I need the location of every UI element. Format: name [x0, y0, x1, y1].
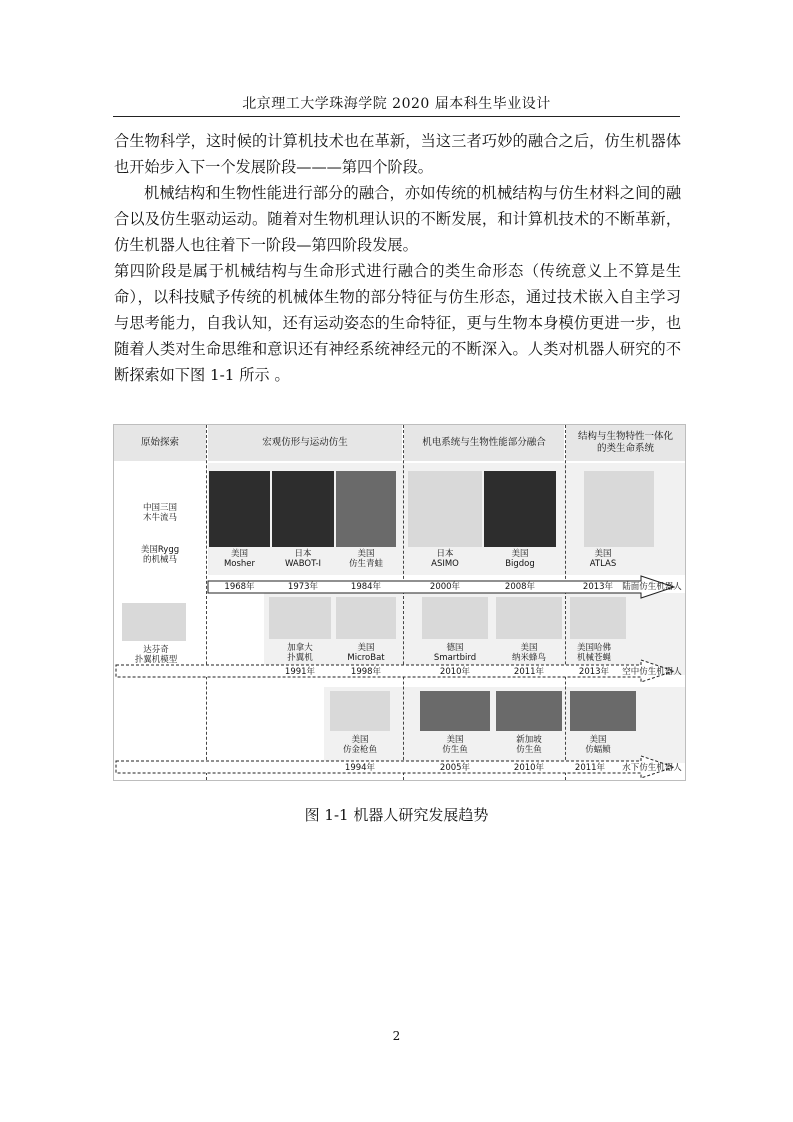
row2-year-1: 1991年	[284, 667, 316, 677]
robo-fly-photo	[570, 597, 626, 639]
row1-year-2: 1973年	[287, 582, 319, 592]
atlas-photo	[584, 471, 654, 547]
stage-divider-3	[565, 425, 566, 780]
singapore-fish-photo	[496, 691, 562, 731]
row1-year-6: 2013年	[582, 582, 614, 592]
canada-ornithopter-photo	[269, 597, 331, 639]
row1-left-caption-1: 中国三国 木牛流马	[142, 503, 177, 523]
row2-year-4: 2011年	[513, 667, 545, 677]
row1-year-5: 2008年	[504, 582, 536, 592]
body-text	[114, 128, 681, 388]
manta-ray-photo	[570, 691, 636, 731]
row3-label: 水下仿生机器人	[622, 763, 682, 773]
paragraph-3: 第四阶段是属于机械结构与生命形式进行融合的类生命形态（传统意义上不算是生命），以科技赋予传统的机械体生物的部分特征与仿生形态，通过技术嵌入自主学习与思考能力，自我认知，还有运动姿态的生命特征，更与生物本身模仿更进一步，也随着人类对生命思维和意识还有神经系统神经元的不断深入。人类对机器人研究的不断探索如下图 1-1 所示 。	[114, 262, 681, 384]
stage-header-1: 原始探索	[114, 425, 206, 461]
row2-year-2: 1998年	[350, 667, 382, 677]
bionic-fish-caption: 美国 仿生鱼	[442, 735, 468, 755]
stage-header-2: 宏观仿形与运动仿生	[208, 425, 402, 461]
robo-fly-caption: 美国哈佛 机械苍蝇	[576, 643, 611, 663]
mosher-photo	[209, 471, 270, 547]
paragraph-2: 机械结构和生物性能进行部分的融合，亦如传统的机械结构与仿生材料之间的融合以及仿生驱动运动。随着对生物机理认识的不断发展，和计算机技术的不断革新，仿生机器人也往着下一阶段—第四阶段发展。	[114, 184, 681, 254]
canada-ornithopter-caption: 加拿大 扑翼机	[287, 643, 313, 663]
bionic-frog-caption: 美国 仿生青蛙	[348, 549, 383, 569]
row2-year-5: 2013年	[578, 667, 610, 677]
manta-ray-caption: 美国 仿蝠鲼	[585, 735, 611, 755]
smartbird-caption: 德国 Smartbird	[433, 643, 477, 663]
bionic-fish-photo	[420, 691, 490, 731]
stage-header-3: 机电系统与生物性能部分融合	[404, 425, 564, 461]
microbat-photo	[336, 597, 396, 639]
page-header: 北京理工大学珠海学院 2020 届本科生毕业设计	[242, 96, 551, 112]
nano-hummingbird-caption: 美国 纳米蜂鸟	[511, 643, 546, 663]
page-number: 2	[392, 1029, 401, 1043]
row3-year-4: 2011年	[574, 763, 606, 773]
paragraph-1: 合生物科学，这时候的计算机技术也在革新，当这三者巧妙的融合之后，仿生机器体也开始步入下一个发展阶段———第四个阶段。	[114, 132, 681, 176]
robotuna-caption: 美国 仿金枪鱼	[342, 735, 377, 755]
smartbird-photo	[422, 597, 488, 639]
wabot-caption: 日本 WABOT-I	[284, 549, 322, 569]
figure-caption: 图 1-1 机器人研究发展趋势	[304, 806, 489, 824]
robotuna-photo	[330, 691, 390, 731]
nano-hummingbird-photo	[496, 597, 562, 639]
row3-year-1: 1994年	[344, 763, 376, 773]
singapore-fish-caption: 新加坡 仿生鱼	[516, 735, 542, 755]
row1-year-1: 1968年	[224, 582, 255, 592]
davinci-caption: 达芬奇 扑翼机模型	[134, 645, 178, 665]
stage-divider-2	[403, 425, 404, 780]
mosher-caption: 美国 Mosher	[223, 549, 256, 569]
atlas-caption: 美国 ATLAS	[589, 549, 617, 569]
asimo-caption: 日本 ASIMO	[431, 549, 459, 569]
stage-divider-1	[206, 425, 207, 780]
row1-year-3: 1984年	[350, 582, 382, 592]
stage-header-4: 结构与生物特性一体化的类生命系统	[566, 425, 685, 461]
bionic-frog-photo	[336, 471, 396, 547]
row3-year-2: 2005年	[439, 763, 471, 773]
bigdog-caption: 美国 Bigdog	[505, 549, 535, 569]
asimo-photo	[408, 471, 482, 547]
wabot-photo	[272, 471, 334, 547]
row2-year-3: 2010年	[439, 667, 471, 677]
row2-label: 空中仿生机器人	[622, 667, 682, 677]
microbat-caption: 美国 MicroBat	[347, 643, 385, 663]
davinci-model-photo	[122, 603, 186, 641]
bigdog-photo	[484, 471, 556, 547]
header-rule	[113, 116, 680, 117]
row1-year-4: 2000年	[429, 582, 461, 592]
row1-label: 陆面仿生机器人	[622, 582, 682, 592]
row1-left-caption-2: 美国Rygg 的机械马	[140, 545, 180, 565]
row3-year-3: 2010年	[513, 763, 545, 773]
robot-development-figure	[113, 424, 686, 781]
